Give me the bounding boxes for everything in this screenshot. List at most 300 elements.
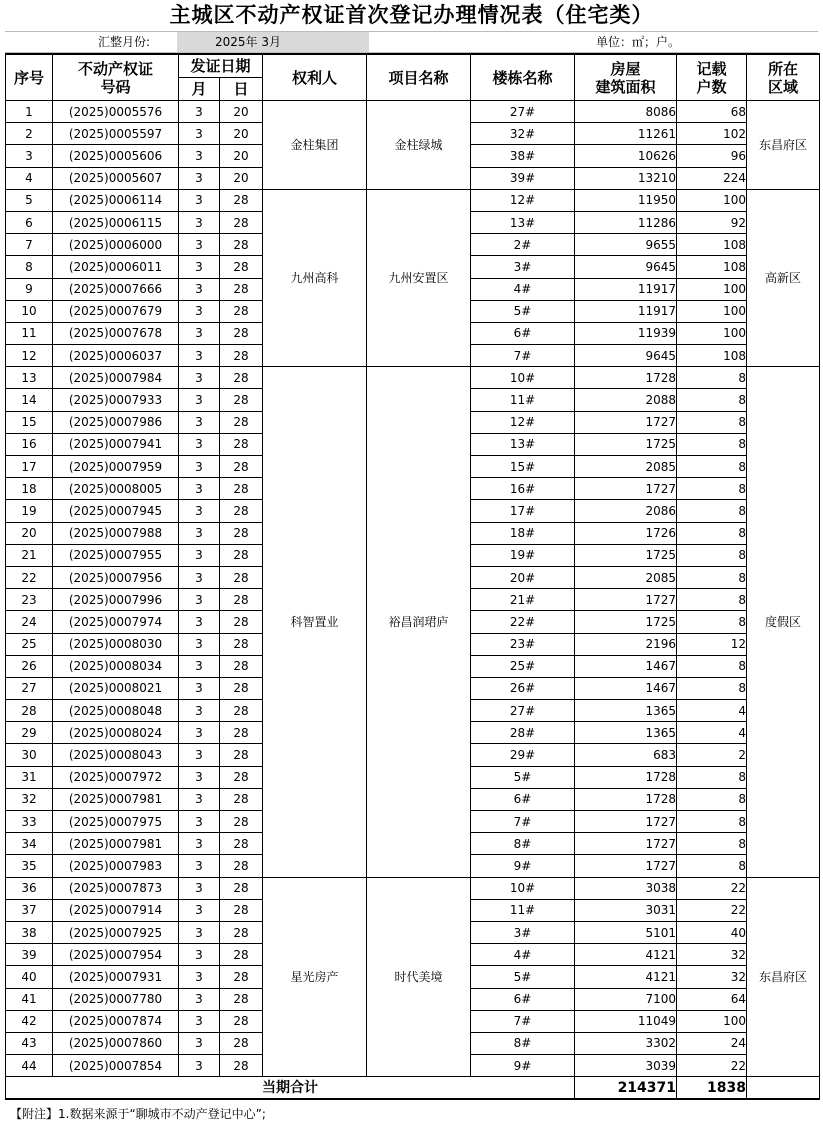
cell-area: 2088 bbox=[575, 389, 677, 411]
cell-building: 39# bbox=[471, 167, 575, 189]
cell-day: 28 bbox=[220, 921, 263, 943]
cell-seq: 24 bbox=[6, 611, 53, 633]
cell-area: 11261 bbox=[575, 123, 677, 145]
cell-households: 102 bbox=[677, 123, 747, 145]
cell-day: 28 bbox=[220, 899, 263, 921]
cell-building: 7# bbox=[471, 345, 575, 367]
cell-day: 28 bbox=[220, 722, 263, 744]
cell-day: 28 bbox=[220, 500, 263, 522]
cell-month: 3 bbox=[179, 322, 220, 344]
header-district bbox=[747, 54, 820, 101]
cell-building: 27# bbox=[471, 700, 575, 722]
cell-month: 3 bbox=[179, 966, 220, 988]
cell-month: 3 bbox=[179, 700, 220, 722]
cell-building: 4# bbox=[471, 278, 575, 300]
cell-households: 224 bbox=[677, 167, 747, 189]
cell-seq: 42 bbox=[6, 1010, 53, 1032]
cell-seq: 9 bbox=[6, 278, 53, 300]
cell-building: 10# bbox=[471, 877, 575, 899]
cell-month: 3 bbox=[179, 522, 220, 544]
footnote: 【附注】1.数据来源于“聊城市不动产登记中心”; bbox=[10, 1107, 266, 1121]
cell-households: 100 bbox=[677, 1010, 747, 1032]
cell-day: 28 bbox=[220, 278, 263, 300]
header-cert-no-line2: 号码 bbox=[100, 77, 131, 96]
cell-area: 5101 bbox=[575, 921, 677, 943]
cell-seq: 31 bbox=[6, 766, 53, 788]
cell-district: 高新区 bbox=[747, 189, 820, 367]
cell-seq: 2 bbox=[6, 123, 53, 145]
cell-households: 8 bbox=[677, 544, 747, 566]
report-meta-bar bbox=[5, 31, 818, 53]
cell-households: 8 bbox=[677, 833, 747, 855]
cell-seq: 26 bbox=[6, 655, 53, 677]
cell-seq: 7 bbox=[6, 234, 53, 256]
cell-households: 8 bbox=[677, 677, 747, 699]
cell-cert-no: (2025)0007914 bbox=[53, 899, 179, 921]
cell-households: 40 bbox=[677, 921, 747, 943]
cell-seq: 25 bbox=[6, 633, 53, 655]
cell-area: 3038 bbox=[575, 877, 677, 899]
cell-cert-no: (2025)0006115 bbox=[53, 211, 179, 233]
cell-cert-no: (2025)0005606 bbox=[53, 145, 179, 167]
cell-area: 11950 bbox=[575, 189, 677, 211]
cell-area: 9655 bbox=[575, 234, 677, 256]
unit-label: 单位：㎡；户。 bbox=[596, 35, 681, 49]
cell-households: 8 bbox=[677, 522, 747, 544]
cell-month: 3 bbox=[179, 367, 220, 389]
cell-seq: 36 bbox=[6, 877, 53, 899]
cell-month: 3 bbox=[179, 566, 220, 588]
cell-households: 8 bbox=[677, 389, 747, 411]
cell-cert-no: (2025)0007860 bbox=[53, 1032, 179, 1054]
cell-households: 8 bbox=[677, 456, 747, 478]
cell-day: 28 bbox=[220, 788, 263, 810]
cell-day: 28 bbox=[220, 411, 263, 433]
cell-area: 1727 bbox=[575, 589, 677, 611]
cell-building: 32# bbox=[471, 123, 575, 145]
cell-households: 8 bbox=[677, 433, 747, 455]
cell-households: 64 bbox=[677, 988, 747, 1010]
cell-month: 3 bbox=[179, 1010, 220, 1032]
cell-building: 8# bbox=[471, 833, 575, 855]
cell-cert-no: (2025)0007941 bbox=[53, 433, 179, 455]
cell-area: 1728 bbox=[575, 367, 677, 389]
cell-building: 6# bbox=[471, 988, 575, 1010]
cell-day: 28 bbox=[220, 1010, 263, 1032]
cell-day: 28 bbox=[220, 478, 263, 500]
cell-day: 28 bbox=[220, 833, 263, 855]
cell-area: 9645 bbox=[575, 256, 677, 278]
cell-cert-no: (2025)0008021 bbox=[53, 677, 179, 699]
header-seq: 序号 bbox=[6, 54, 53, 101]
cell-area: 2086 bbox=[575, 500, 677, 522]
cell-seq: 35 bbox=[6, 855, 53, 877]
cell-cert-no: (2025)0007954 bbox=[53, 944, 179, 966]
cell-households: 32 bbox=[677, 966, 747, 988]
cell-building: 10# bbox=[471, 367, 575, 389]
cell-households: 108 bbox=[677, 234, 747, 256]
cell-day: 28 bbox=[220, 766, 263, 788]
cell-building: 26# bbox=[471, 677, 575, 699]
cell-area: 1727 bbox=[575, 855, 677, 877]
total-households: 1838 bbox=[677, 1077, 747, 1100]
cell-month: 3 bbox=[179, 478, 220, 500]
cell-month: 3 bbox=[179, 899, 220, 921]
cell-building: 25# bbox=[471, 655, 575, 677]
cell-month: 3 bbox=[179, 611, 220, 633]
cell-month: 3 bbox=[179, 544, 220, 566]
cell-day: 20 bbox=[220, 167, 263, 189]
cell-building: 11# bbox=[471, 389, 575, 411]
cell-building: 38# bbox=[471, 145, 575, 167]
cell-households: 4 bbox=[677, 722, 747, 744]
cell-day: 28 bbox=[220, 322, 263, 344]
cell-seq: 21 bbox=[6, 544, 53, 566]
header-area-line1: 房屋 bbox=[610, 59, 641, 78]
cell-area: 11917 bbox=[575, 278, 677, 300]
cell-building: 23# bbox=[471, 633, 575, 655]
cell-month: 3 bbox=[179, 722, 220, 744]
header-area bbox=[575, 54, 677, 101]
cell-day: 28 bbox=[220, 855, 263, 877]
cell-building: 6# bbox=[471, 788, 575, 810]
cell-building: 13# bbox=[471, 211, 575, 233]
cell-seq: 38 bbox=[6, 921, 53, 943]
cell-seq: 18 bbox=[6, 478, 53, 500]
header-month: 月 bbox=[179, 78, 220, 101]
cell-households: 8 bbox=[677, 855, 747, 877]
cell-building: 8# bbox=[471, 1032, 575, 1054]
cell-area: 11917 bbox=[575, 300, 677, 322]
cell-building: 3# bbox=[471, 256, 575, 278]
header-building: 楼栋名称 bbox=[471, 54, 575, 101]
cell-seq: 6 bbox=[6, 211, 53, 233]
month-value: 2025年 3月 bbox=[215, 35, 281, 49]
cell-households: 8 bbox=[677, 589, 747, 611]
cell-seq: 22 bbox=[6, 566, 53, 588]
cell-area: 1467 bbox=[575, 655, 677, 677]
cell-area: 2085 bbox=[575, 456, 677, 478]
cell-households: 4 bbox=[677, 700, 747, 722]
cell-day: 20 bbox=[220, 123, 263, 145]
cell-owner: 九州高科 bbox=[263, 189, 367, 367]
cell-day: 28 bbox=[220, 189, 263, 211]
cell-district: 东昌府区 bbox=[747, 877, 820, 1077]
cell-building: 13# bbox=[471, 433, 575, 455]
cell-building: 9# bbox=[471, 855, 575, 877]
cell-area: 1727 bbox=[575, 811, 677, 833]
header-district-line2: 区域 bbox=[768, 77, 799, 96]
cell-households: 22 bbox=[677, 877, 747, 899]
cell-month: 3 bbox=[179, 300, 220, 322]
cell-month: 3 bbox=[179, 655, 220, 677]
cell-day: 28 bbox=[220, 389, 263, 411]
cell-cert-no: (2025)0007933 bbox=[53, 389, 179, 411]
cell-month: 3 bbox=[179, 589, 220, 611]
header-households bbox=[677, 54, 747, 101]
cell-district: 度假区 bbox=[747, 367, 820, 877]
cell-households: 24 bbox=[677, 1032, 747, 1054]
cell-cert-no: (2025)0007972 bbox=[53, 766, 179, 788]
cell-households: 32 bbox=[677, 944, 747, 966]
cell-cert-no: (2025)0007981 bbox=[53, 833, 179, 855]
cell-seq: 39 bbox=[6, 944, 53, 966]
cell-area: 683 bbox=[575, 744, 677, 766]
cell-building: 12# bbox=[471, 189, 575, 211]
total-row bbox=[6, 1077, 820, 1100]
cell-cert-no: (2025)0007974 bbox=[53, 611, 179, 633]
cell-seq: 32 bbox=[6, 788, 53, 810]
cell-building: 29# bbox=[471, 744, 575, 766]
cell-cert-no: (2025)0007780 bbox=[53, 988, 179, 1010]
cell-day: 28 bbox=[220, 877, 263, 899]
cell-cert-no: (2025)0006037 bbox=[53, 345, 179, 367]
cell-cert-no: (2025)0006011 bbox=[53, 256, 179, 278]
cell-seq: 1 bbox=[6, 101, 53, 123]
cell-day: 28 bbox=[220, 1055, 263, 1077]
cell-area: 1727 bbox=[575, 833, 677, 855]
cell-seq: 43 bbox=[6, 1032, 53, 1054]
cell-area: 7100 bbox=[575, 988, 677, 1010]
cell-building: 17# bbox=[471, 500, 575, 522]
cell-area: 4121 bbox=[575, 944, 677, 966]
cell-cert-no: (2025)0008024 bbox=[53, 722, 179, 744]
cell-area: 4121 bbox=[575, 966, 677, 988]
cell-month: 3 bbox=[179, 234, 220, 256]
cell-month: 3 bbox=[179, 189, 220, 211]
cell-project: 金柱绿城 bbox=[367, 101, 471, 190]
cell-households: 22 bbox=[677, 1055, 747, 1077]
cell-building: 28# bbox=[471, 722, 575, 744]
cell-day: 28 bbox=[220, 456, 263, 478]
cell-cert-no: (2025)0007678 bbox=[53, 322, 179, 344]
cell-households: 8 bbox=[677, 811, 747, 833]
cell-households: 2 bbox=[677, 744, 747, 766]
cell-day: 28 bbox=[220, 611, 263, 633]
cell-day: 28 bbox=[220, 367, 263, 389]
cell-seq: 4 bbox=[6, 167, 53, 189]
cell-households: 8 bbox=[677, 478, 747, 500]
cell-area: 2196 bbox=[575, 633, 677, 655]
cell-seq: 44 bbox=[6, 1055, 53, 1077]
cell-day: 28 bbox=[220, 522, 263, 544]
registration-table bbox=[5, 53, 820, 1100]
cell-households: 8 bbox=[677, 766, 747, 788]
table-row bbox=[6, 877, 820, 899]
cell-cert-no: (2025)0007981 bbox=[53, 788, 179, 810]
cell-area: 2085 bbox=[575, 566, 677, 588]
cell-day: 28 bbox=[220, 300, 263, 322]
cell-day: 28 bbox=[220, 700, 263, 722]
cell-day: 28 bbox=[220, 988, 263, 1010]
cell-month: 3 bbox=[179, 855, 220, 877]
cell-area: 10626 bbox=[575, 145, 677, 167]
cell-building: 21# bbox=[471, 589, 575, 611]
cell-households: 100 bbox=[677, 322, 747, 344]
cell-cert-no: (2025)0005576 bbox=[53, 101, 179, 123]
table-row bbox=[6, 189, 820, 211]
total-label: 当期合计 bbox=[6, 1077, 575, 1100]
cell-cert-no: (2025)0005597 bbox=[53, 123, 179, 145]
cell-seq: 20 bbox=[6, 522, 53, 544]
cell-day: 28 bbox=[220, 655, 263, 677]
cell-day: 28 bbox=[220, 566, 263, 588]
cell-cert-no: (2025)0007854 bbox=[53, 1055, 179, 1077]
header-area-line2: 建筑面积 bbox=[595, 77, 656, 96]
cell-building: 19# bbox=[471, 544, 575, 566]
cell-cert-no: (2025)0007986 bbox=[53, 411, 179, 433]
cell-area: 3302 bbox=[575, 1032, 677, 1054]
cell-households: 8 bbox=[677, 655, 747, 677]
header-district-line1: 所在 bbox=[768, 59, 799, 78]
header-day: 日 bbox=[220, 78, 263, 101]
header-project: 项目名称 bbox=[367, 54, 471, 101]
cell-month: 3 bbox=[179, 278, 220, 300]
cell-households: 108 bbox=[677, 256, 747, 278]
cell-day: 28 bbox=[220, 211, 263, 233]
cell-building: 12# bbox=[471, 411, 575, 433]
cell-cert-no: (2025)0007984 bbox=[53, 367, 179, 389]
cell-project: 时代美境 bbox=[367, 877, 471, 1077]
cell-month: 3 bbox=[179, 766, 220, 788]
cell-area: 3031 bbox=[575, 899, 677, 921]
cell-building: 2# bbox=[471, 234, 575, 256]
cell-day: 28 bbox=[220, 811, 263, 833]
cell-seq: 12 bbox=[6, 345, 53, 367]
cell-month: 3 bbox=[179, 921, 220, 943]
cell-seq: 27 bbox=[6, 677, 53, 699]
cell-area: 1726 bbox=[575, 522, 677, 544]
cell-month: 3 bbox=[179, 1032, 220, 1054]
cell-month: 3 bbox=[179, 1055, 220, 1077]
cell-cert-no: (2025)0007945 bbox=[53, 500, 179, 522]
cell-day: 28 bbox=[220, 744, 263, 766]
cell-area: 1467 bbox=[575, 677, 677, 699]
cell-cert-no: (2025)0008048 bbox=[53, 700, 179, 722]
cell-month: 3 bbox=[179, 167, 220, 189]
cell-day: 28 bbox=[220, 345, 263, 367]
header-row-1 bbox=[6, 54, 820, 78]
month-label: 汇整月份: bbox=[98, 35, 151, 49]
cell-building: 4# bbox=[471, 944, 575, 966]
cell-month: 3 bbox=[179, 500, 220, 522]
cell-area: 1725 bbox=[575, 433, 677, 455]
cell-building: 7# bbox=[471, 1010, 575, 1032]
report-title: 主城区不动产权证首次登记办理情况表（住宅类） bbox=[169, 3, 654, 27]
cell-cert-no: (2025)0007975 bbox=[53, 811, 179, 833]
cell-owner: 金柱集团 bbox=[263, 101, 367, 190]
cell-seq: 41 bbox=[6, 988, 53, 1010]
cell-project: 裕昌润珺庐 bbox=[367, 367, 471, 877]
cell-day: 20 bbox=[220, 145, 263, 167]
cell-day: 28 bbox=[220, 966, 263, 988]
cell-month: 3 bbox=[179, 633, 220, 655]
cell-seq: 29 bbox=[6, 722, 53, 744]
cell-cert-no: (2025)0007679 bbox=[53, 300, 179, 322]
cell-day: 28 bbox=[220, 944, 263, 966]
cell-seq: 3 bbox=[6, 145, 53, 167]
cell-building: 20# bbox=[471, 566, 575, 588]
cell-day: 28 bbox=[220, 433, 263, 455]
cell-area: 1728 bbox=[575, 788, 677, 810]
cell-area: 1725 bbox=[575, 611, 677, 633]
cell-district: 东昌府区 bbox=[747, 101, 820, 190]
cell-cert-no: (2025)0008030 bbox=[53, 633, 179, 655]
header-cert-no bbox=[53, 54, 179, 101]
cell-seq: 11 bbox=[6, 322, 53, 344]
cell-cert-no: (2025)0007956 bbox=[53, 566, 179, 588]
cell-households: 8 bbox=[677, 788, 747, 810]
cell-households: 92 bbox=[677, 211, 747, 233]
cell-cert-no: (2025)0006114 bbox=[53, 189, 179, 211]
cell-owner: 科智置业 bbox=[263, 367, 367, 877]
header-owner: 权利人 bbox=[263, 54, 367, 101]
cell-seq: 13 bbox=[6, 367, 53, 389]
total-district-empty bbox=[747, 1077, 820, 1100]
cell-month: 3 bbox=[179, 677, 220, 699]
cell-seq: 37 bbox=[6, 899, 53, 921]
cell-day: 28 bbox=[220, 589, 263, 611]
cell-households: 68 bbox=[677, 101, 747, 123]
total-area: 214371 bbox=[575, 1077, 677, 1100]
cell-cert-no: (2025)0008005 bbox=[53, 478, 179, 500]
cell-households: 8 bbox=[677, 611, 747, 633]
cell-area: 11286 bbox=[575, 211, 677, 233]
cell-households: 22 bbox=[677, 899, 747, 921]
cell-households: 8 bbox=[677, 566, 747, 588]
cell-cert-no: (2025)0007873 bbox=[53, 877, 179, 899]
cell-owner: 星光房产 bbox=[263, 877, 367, 1077]
cell-cert-no: (2025)0007874 bbox=[53, 1010, 179, 1032]
cell-seq: 40 bbox=[6, 966, 53, 988]
cell-month: 3 bbox=[179, 944, 220, 966]
cell-cert-no: (2025)0005607 bbox=[53, 167, 179, 189]
cell-seq: 28 bbox=[6, 700, 53, 722]
cell-building: 18# bbox=[471, 522, 575, 544]
header-issue-date: 发证日期 bbox=[179, 54, 263, 78]
cell-seq: 10 bbox=[6, 300, 53, 322]
cell-area: 1727 bbox=[575, 411, 677, 433]
cell-cert-no: (2025)0007988 bbox=[53, 522, 179, 544]
cell-month: 3 bbox=[179, 389, 220, 411]
header-households-line2: 户数 bbox=[696, 77, 727, 96]
cell-households: 96 bbox=[677, 145, 747, 167]
cell-area: 9645 bbox=[575, 345, 677, 367]
cell-area: 1365 bbox=[575, 700, 677, 722]
cell-month: 3 bbox=[179, 788, 220, 810]
cell-area: 1725 bbox=[575, 544, 677, 566]
cell-area: 8086 bbox=[575, 101, 677, 123]
cell-seq: 23 bbox=[6, 589, 53, 611]
cell-month: 3 bbox=[179, 411, 220, 433]
cell-building: 11# bbox=[471, 899, 575, 921]
cell-building: 3# bbox=[471, 921, 575, 943]
table-row bbox=[6, 101, 820, 123]
cell-cert-no: (2025)0007959 bbox=[53, 456, 179, 478]
cell-day: 28 bbox=[220, 234, 263, 256]
cell-building: 27# bbox=[471, 101, 575, 123]
table-body bbox=[6, 101, 820, 1077]
cell-month: 3 bbox=[179, 988, 220, 1010]
cell-area: 13210 bbox=[575, 167, 677, 189]
cell-seq: 17 bbox=[6, 456, 53, 478]
cell-day: 28 bbox=[220, 256, 263, 278]
cell-day: 28 bbox=[220, 677, 263, 699]
cell-area: 1365 bbox=[575, 722, 677, 744]
cell-day: 20 bbox=[220, 101, 263, 123]
table-row bbox=[6, 367, 820, 389]
cell-month: 3 bbox=[179, 145, 220, 167]
